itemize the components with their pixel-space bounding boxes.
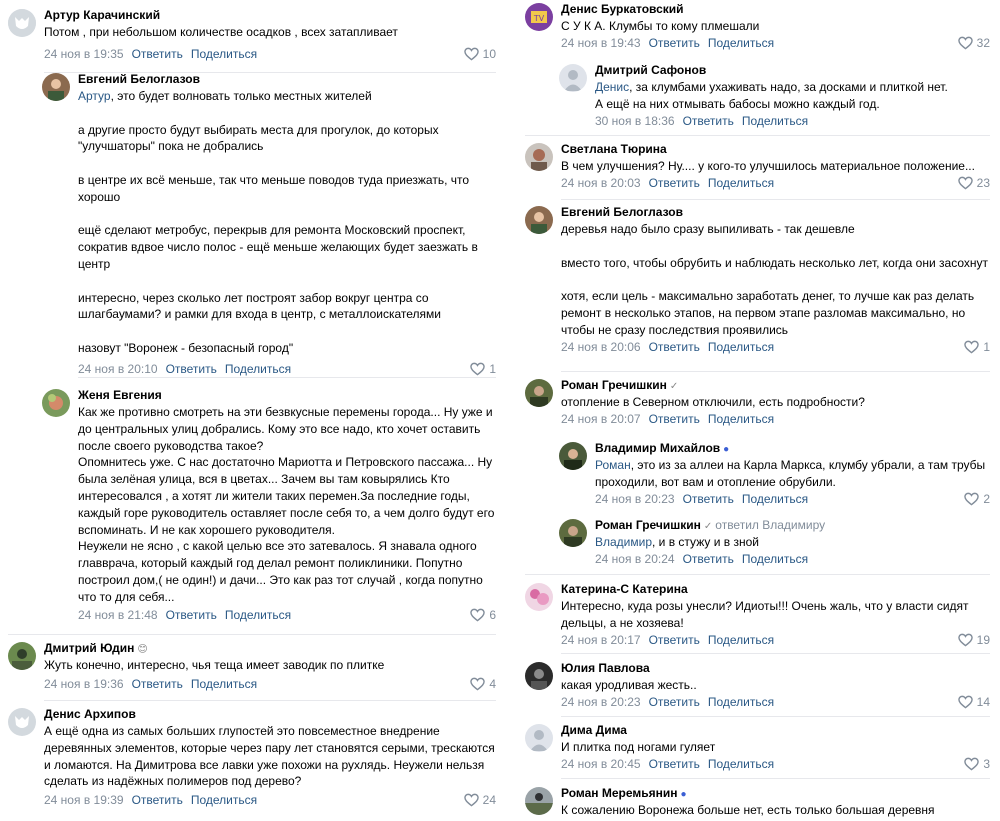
- comment-time[interactable]: 24 ноя в 20:07: [561, 411, 641, 426]
- comment-text: Денис, за клумбами ухаживать надо, за досками и плиткой нет. А ещё на них отмывать бабосы можно каждый год.: [595, 80, 948, 111]
- emoji-status-icon: 😊: [137, 644, 148, 655]
- reply-button[interactable]: Ответить: [165, 607, 217, 622]
- comment-author[interactable]: Катерина-С Катерина: [561, 582, 688, 596]
- comment-time[interactable]: 24 ноя в 19:36: [44, 676, 124, 691]
- share-button[interactable]: Поделиться: [707, 411, 775, 426]
- separator: [561, 716, 990, 717]
- share-button[interactable]: Поделиться: [190, 676, 258, 691]
- default-avatar-icon: [559, 64, 587, 92]
- comment-reply: [559, 441, 990, 508]
- avatar[interactable]: [559, 519, 587, 547]
- avatar-image: [42, 73, 70, 101]
- like-count: 6: [489, 607, 496, 622]
- avatar[interactable]: [525, 3, 553, 31]
- comment-author[interactable]: Роман Меремьянин ●: [561, 786, 687, 800]
- status-badge-icon: ●: [680, 789, 687, 800]
- like-count: 23: [976, 175, 990, 190]
- separator: [78, 377, 496, 378]
- comment: [525, 205, 990, 356]
- comment-author[interactable]: Денис Буркатовский: [561, 2, 684, 16]
- heart-icon: [470, 608, 485, 622]
- avatar[interactable]: [525, 662, 553, 690]
- avatar[interactable]: [559, 442, 587, 470]
- verified-icon: ✓: [669, 381, 679, 392]
- separator: [561, 199, 990, 200]
- comment: [8, 8, 496, 63]
- comment: [8, 707, 499, 809]
- avatar[interactable]: [525, 206, 553, 234]
- separator: [44, 700, 496, 701]
- heart-icon: [464, 793, 479, 807]
- reply-button[interactable]: Ответить: [165, 361, 217, 376]
- comment-time[interactable]: 24 ноя в 19:43: [561, 35, 641, 50]
- avatar[interactable]: [42, 73, 70, 101]
- comment-author[interactable]: Артур Карачинский: [44, 8, 161, 22]
- reply-button[interactable]: Ответить: [131, 46, 183, 61]
- like-count: 4: [489, 676, 496, 691]
- like-button[interactable]: [958, 695, 990, 709]
- share-button[interactable]: Поделиться: [224, 361, 292, 376]
- share-button[interactable]: Поделиться: [741, 551, 809, 566]
- like-count: 10: [482, 46, 496, 61]
- avatar-image: [525, 143, 553, 171]
- separator: [525, 135, 990, 136]
- separator: [561, 653, 990, 654]
- share-button[interactable]: Поделиться: [707, 175, 775, 190]
- like-button[interactable]: [470, 608, 496, 622]
- heart-icon: [964, 340, 979, 354]
- avatar-image: [559, 442, 587, 470]
- comment-text: какая уродливая жесть..: [561, 678, 697, 692]
- comment-text: деревья надо было сразу выпиливать - так дешевле вместо того, чтобы обрубить и наблюдать несколько лет, когда они засохнут хотя, если цель - максимально заработать денег, то лучше как раз делать ремонт в несколько этапов, на первом этапе разломав максимально, но чтобы не сразу последствия проявились: [561, 222, 988, 337]
- share-button[interactable]: Поделиться: [224, 607, 292, 622]
- like-count: 1: [489, 361, 496, 376]
- share-button[interactable]: Поделиться: [707, 35, 775, 50]
- comment-author[interactable]: Евгений Белоглазов: [561, 205, 683, 219]
- like-count: 2: [983, 491, 990, 506]
- avatar-image: [525, 662, 553, 690]
- comment-text: Интересно, куда розы унесли? Идиоты!!! Очень жаль, что у власти сидят дельцы, а не хозяева!: [561, 599, 972, 630]
- comment-author[interactable]: Евгений Белоглазов: [78, 72, 200, 86]
- heart-icon: [964, 492, 979, 506]
- comment-time[interactable]: 24 ноя в 20:03: [561, 175, 641, 190]
- avatar[interactable]: [525, 143, 553, 171]
- like-button[interactable]: [964, 340, 990, 354]
- heart-icon: [958, 633, 973, 647]
- comment: [525, 786, 990, 819]
- comment: [525, 142, 990, 192]
- comment-author[interactable]: Дмитрий Сафонов: [595, 63, 707, 77]
- comment-text: Артур, это будет волновать только местных жителей а другие просто будут выбирать места для прогулок, до которых "улучшаторы" пока не добрались в центре их всё меньше, так что меньше поводов туда приезжать, что хорошо ещё сделают метробус, перекрыв для ремонта Московский проспект, сократив вдвое число полос - ещё меньше желающих будет заезжать в центр интересно, через сколько лет построят забор вокруг центра со шлагбаумами? и рамки для входа в центр, с металлоискателями назовут "Воронеж - безопасный город": [78, 89, 478, 355]
- comment: [525, 378, 990, 428]
- comment-author[interactable]: Владимир Михайлов ●: [595, 441, 730, 455]
- comment: [525, 582, 990, 649]
- heart-icon: [470, 362, 485, 376]
- like-button[interactable]: [964, 757, 990, 771]
- verified-icon: ✓: [703, 521, 713, 532]
- comment-time[interactable]: 24 ноя в 20:45: [561, 756, 641, 771]
- avatar[interactable]: [42, 389, 70, 417]
- comment-time[interactable]: 24 ноя в 21:48: [78, 607, 158, 622]
- avatar-image: [525, 787, 553, 815]
- default-avatar-icon: [525, 724, 553, 752]
- comment-text: В чем улучшения? Ну.... у кого-то улучшилось материальное положение...: [561, 159, 975, 173]
- like-button[interactable]: [958, 633, 990, 647]
- avatar-image: [525, 206, 553, 234]
- heart-icon: [958, 36, 973, 50]
- comment-author[interactable]: Светлана Тюрина: [561, 142, 667, 156]
- comment-text: Как же противно смотреть на эти безвкусные перемены города... Ну уже и до центральных улиц добрались. Кому это все надо, кто хочет оставить после своего руководства такое? Опомнитесь уже. С нас достаточно Мариотта и Петровского пассажа... Ну была зелёная улица, вся в цветах... Зачем вы там ковырялись Кто интересовался , а хотят ли жители таких перемен.За последние годы, каждый горе руководитель оставляет после себя то, а чем долго будут его вспоминать. И не как хорошего руководителя. Неужели не ясно , с какой целью все это затевалось. Я знавала одного главврача, который каждый год делал ремонт поликлиники. Попутно построил дом,( не один!) и дачи... Это как раз тот случай , когда попутно что то для себя...: [78, 405, 495, 604]
- like-button[interactable]: [964, 492, 990, 506]
- avatar-image: [525, 3, 553, 31]
- avatar[interactable]: [559, 64, 587, 92]
- like-count: 3: [983, 756, 990, 771]
- heart-icon: [470, 677, 485, 691]
- heart-icon: [958, 695, 973, 709]
- comment-text: Владимир, и в стужу и в зной: [595, 535, 759, 549]
- separator: [561, 371, 990, 372]
- reply-button[interactable]: Ответить: [682, 113, 734, 128]
- avatar[interactable]: [525, 787, 553, 815]
- share-button[interactable]: Поделиться: [190, 793, 258, 808]
- comment-time[interactable]: 24 ноя в 20:10: [78, 361, 158, 376]
- comment-author[interactable]: Дмитрий Юдин 😊: [44, 641, 148, 655]
- share-button[interactable]: Поделиться: [741, 491, 809, 506]
- avatar[interactable]: [525, 379, 553, 407]
- svg-text:TV: TV: [533, 14, 545, 23]
- heart-icon: [464, 47, 479, 61]
- comment-author[interactable]: Роман Гречишкин ✓ ответил Владимиру: [595, 518, 826, 532]
- comment-time[interactable]: 24 ноя в 20:24: [595, 551, 675, 566]
- like-button[interactable]: [464, 47, 496, 61]
- like-count: 32: [976, 35, 990, 50]
- reply-button[interactable]: Ответить: [648, 411, 700, 426]
- comment-reply: [559, 63, 990, 130]
- share-button[interactable]: Поделиться: [707, 339, 775, 354]
- default-avatar-icon: [8, 708, 36, 736]
- like-button[interactable]: [470, 362, 496, 376]
- comment-time[interactable]: 24 ноя в 20:23: [595, 491, 675, 506]
- comment-text: К сожалению Воронежа больше нет, есть только большая деревня: [561, 803, 935, 817]
- status-badge-icon: ●: [723, 444, 730, 455]
- avatar-image: [8, 642, 36, 670]
- mention-link[interactable]: Роман: [595, 458, 631, 472]
- reply-button[interactable]: Ответить: [131, 793, 183, 808]
- reply-button[interactable]: Ответить: [648, 632, 700, 647]
- avatar[interactable]: [8, 708, 36, 736]
- heart-icon: [958, 176, 973, 190]
- comment-text: И плитка под ногами гуляет: [561, 740, 716, 754]
- comment: [525, 723, 990, 773]
- comment-reply: [559, 518, 990, 568]
- separator: [561, 778, 990, 779]
- reply-button[interactable]: Ответить: [648, 756, 700, 771]
- avatar-image: [42, 389, 70, 417]
- heart-icon: [964, 757, 979, 771]
- reply-button[interactable]: Ответить: [648, 339, 700, 354]
- share-button[interactable]: Поделиться: [707, 632, 775, 647]
- like-button[interactable]: [958, 176, 990, 190]
- avatar-image: [525, 583, 553, 611]
- comment-reply: [42, 388, 496, 624]
- share-button[interactable]: Поделиться: [190, 46, 258, 61]
- comment-time[interactable]: 24 ноя в 20:06: [561, 339, 641, 354]
- reply-button[interactable]: Ответить: [131, 676, 183, 691]
- avatar[interactable]: [525, 724, 553, 752]
- comment-author[interactable]: Юлия Павлова: [561, 661, 650, 675]
- reply-button[interactable]: Ответить: [648, 35, 700, 50]
- comment: [525, 2, 990, 52]
- like-count: 1: [983, 339, 990, 354]
- avatar-image: [559, 519, 587, 547]
- reply-button[interactable]: Ответить: [682, 551, 734, 566]
- share-button[interactable]: Поделиться: [707, 694, 775, 709]
- comment-author[interactable]: Роман Гречишкин ✓: [561, 378, 679, 392]
- comment-reply: [42, 72, 496, 378]
- share-button[interactable]: Поделиться: [741, 113, 809, 128]
- avatar[interactable]: [525, 583, 553, 611]
- comment-text: Жуть конечно, интересно, чья теща имеет заводик по плитке: [44, 658, 385, 672]
- avatar[interactable]: [8, 9, 36, 37]
- comment-text: Потом , при небольшом количестве осадков , всех затапливает: [44, 25, 398, 39]
- like-button[interactable]: [958, 36, 990, 50]
- mention-link[interactable]: Артур: [78, 89, 111, 103]
- default-avatar-icon: [8, 9, 36, 37]
- comment: [525, 661, 990, 711]
- like-count: 24: [482, 793, 496, 808]
- comment-time[interactable]: 24 ноя в 20:23: [561, 694, 641, 709]
- mention-link[interactable]: Владимир: [595, 535, 653, 549]
- avatar[interactable]: [8, 642, 36, 670]
- replied-to-label[interactable]: ответил Владимиру: [715, 518, 826, 532]
- reply-button[interactable]: Ответить: [648, 694, 700, 709]
- comment-text: С У К А. Клумбы то кому плмешали: [561, 19, 760, 33]
- comment-text: отопление в Северном отключили, есть подробности?: [561, 395, 865, 409]
- reply-button[interactable]: Ответить: [682, 491, 734, 506]
- separator: [8, 634, 496, 635]
- comment-author[interactable]: Женя Евгения: [78, 388, 162, 402]
- like-button[interactable]: [464, 793, 496, 807]
- comment: [8, 641, 496, 693]
- comment-text: Роман, это из за аллеи на Карла Маркса, клумбу убрали, а там трубы проходили, вот вам и отопление обрубили.: [595, 458, 989, 489]
- avatar-image: [525, 379, 553, 407]
- comment-author[interactable]: Дима Дима: [561, 723, 627, 737]
- comment-time[interactable]: 24 ноя в 19:39: [44, 793, 124, 808]
- like-count: 19: [976, 632, 990, 647]
- like-count: 14: [976, 694, 990, 709]
- comment-text: А ещё одна из самых больших глупостей это повсеместное внедрение деревянных элементов, которые через пару лет становятся серыми, трескаются и ломаются. На Димитрова все лавки уже похожи на рухлядь. Неужели нельзя сделать из надёжных полимеров под дерево?: [44, 724, 499, 789]
- comment-author[interactable]: Денис Архипов: [44, 707, 136, 721]
- separator: [525, 574, 990, 575]
- reply-button[interactable]: Ответить: [648, 175, 700, 190]
- like-button[interactable]: [470, 677, 496, 691]
- comment-time[interactable]: 30 ноя в 18:36: [595, 113, 675, 128]
- comment-time[interactable]: 24 ноя в 20:17: [561, 632, 641, 647]
- comment-time[interactable]: 24 ноя в 19:35: [44, 46, 124, 61]
- mention-link[interactable]: Денис: [595, 80, 630, 94]
- share-button[interactable]: Поделиться: [707, 756, 775, 771]
